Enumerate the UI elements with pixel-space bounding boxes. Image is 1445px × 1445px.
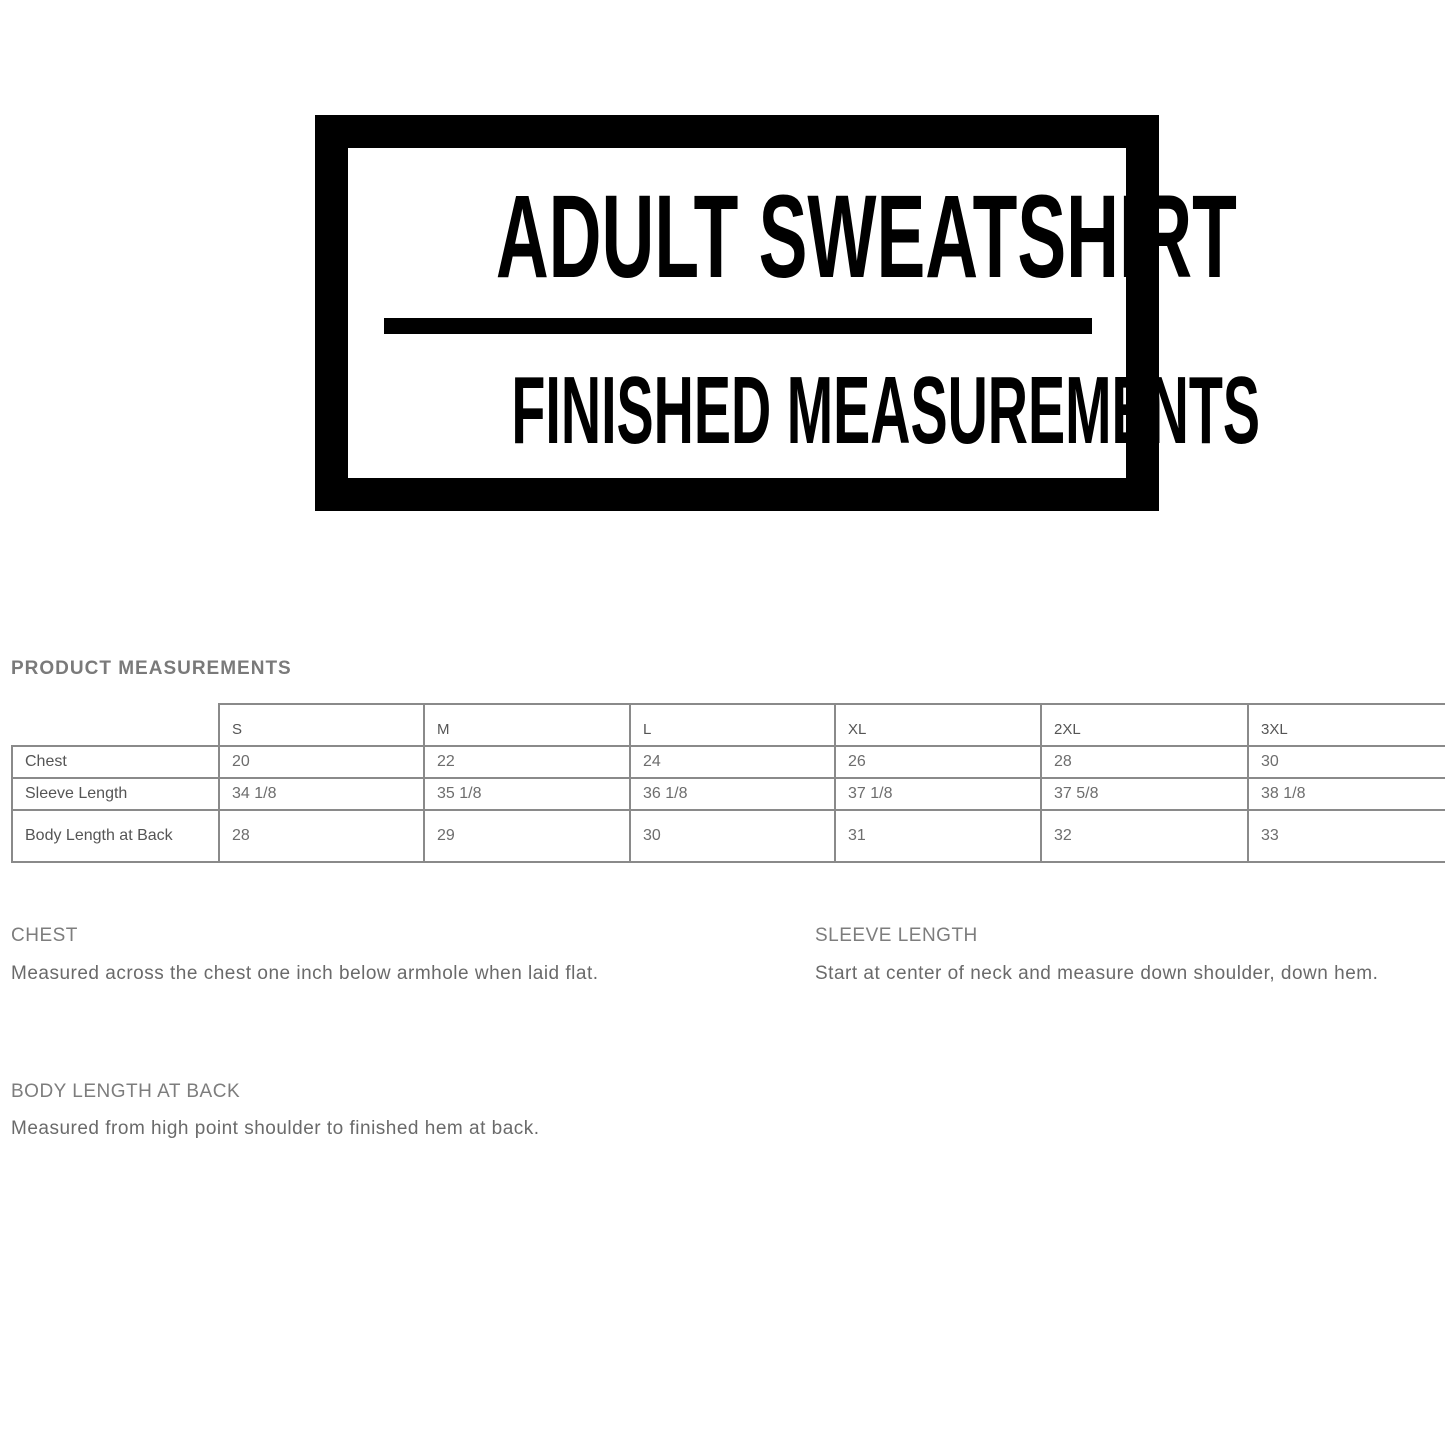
table-cell: 32 [1041, 810, 1248, 862]
size-header-xl: XL [835, 704, 1041, 746]
table-cell: 22 [424, 746, 630, 778]
table-cell: 31 [835, 810, 1041, 862]
table-cell: 30 [1248, 746, 1445, 778]
title-finished-measurements: FINISHED MEASUREMENTS [511, 357, 1261, 464]
table-row-sleeve-length [12, 778, 1445, 810]
row-label: Body Length at Back [12, 810, 219, 862]
table-cell: 37 1/8 [835, 778, 1041, 810]
title-banner [315, 115, 1261, 511]
chest-definition-title: CHEST [11, 925, 78, 946]
table-cell: 28 [219, 810, 424, 862]
size-header-2xl: 2XL [1041, 704, 1248, 746]
table-header-row [12, 704, 1445, 746]
table-cell: 35 1/8 [424, 778, 630, 810]
table-cell: 33 [1248, 810, 1445, 862]
size-header-m: M [424, 704, 630, 746]
sleeve-definition-title: SLEEVE LENGTH [815, 925, 978, 946]
title-adult-sweatshirt: ADULT SWEATSHIRT [495, 171, 1237, 303]
title-banner-inner [348, 148, 1261, 478]
title-divider [384, 318, 1092, 334]
table-cell: 37 5/8 [1041, 778, 1248, 810]
table-row-chest [12, 746, 1445, 778]
table-cell: 20 [219, 746, 424, 778]
table-cell: 30 [630, 810, 835, 862]
body-length-definition-title: BODY LENGTH AT BACK [11, 1081, 241, 1102]
product-measurements-heading: PRODUCT MEASUREMENTS [11, 658, 292, 679]
size-header-l: L [630, 704, 835, 746]
measurements-table [11, 703, 1445, 863]
table-cell: 26 [835, 746, 1041, 778]
table-row-body-length [12, 810, 1445, 862]
table-cell: 29 [424, 810, 630, 862]
table-cell: 24 [630, 746, 835, 778]
table-corner-cell [12, 704, 219, 746]
size-header-3xl: 3XL [1248, 704, 1445, 746]
table-cell: 34 1/8 [219, 778, 424, 810]
chest-definition-text: Measured across the chest one inch below armhole when laid flat. [11, 963, 599, 984]
row-label: Chest [12, 746, 219, 778]
table-cell: 28 [1041, 746, 1248, 778]
table-cell: 36 1/8 [630, 778, 835, 810]
body-length-definition-text: Measured from high point shoulder to finished hem at back. [11, 1118, 540, 1139]
table-cell: 38 1/8 [1248, 778, 1445, 810]
sleeve-definition-text: Start at center of neck and measure down shoulder, down hem. [815, 963, 1379, 984]
row-label: Sleeve Length [12, 778, 219, 810]
size-header-s: S [219, 704, 424, 746]
